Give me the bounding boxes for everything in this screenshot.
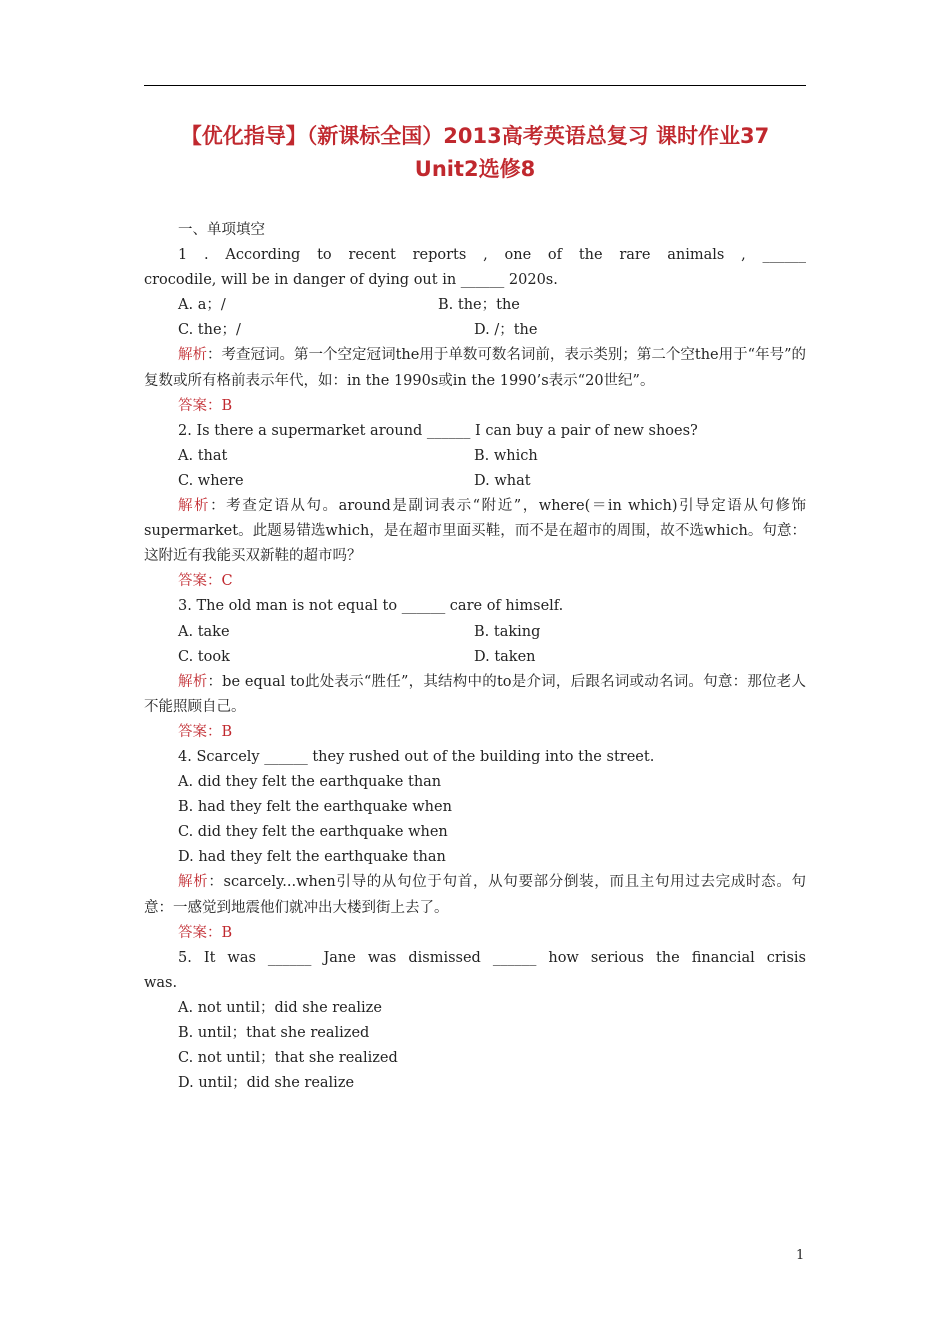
option-d: D. until；did she realize: [178, 1075, 355, 1092]
option-c: C. did they felt the earthquake when: [178, 824, 448, 841]
option-row: [144, 293, 806, 318]
analysis: [144, 670, 806, 720]
question-stem: 2. Is there a supermarket around ______ I can buy a pair of new shoes?: [178, 422, 698, 439]
answer-label: 答案: [178, 397, 207, 414]
option-b: B. had they felt the earthquake when: [178, 799, 452, 816]
question-1: [144, 243, 806, 419]
answer: [144, 921, 806, 946]
answer-value: ：B: [207, 924, 233, 941]
answer-label: 答案: [178, 924, 207, 941]
section-heading: 一、单项填空: [178, 222, 265, 238]
option-b: B. the；the: [438, 297, 520, 314]
question-stem: 4. Scarcely ______ they rushed out of the building into the street.: [178, 748, 655, 765]
option-row: [144, 620, 806, 645]
answer-label: 答案: [178, 573, 207, 590]
question-3: [144, 594, 806, 745]
question-stem-continued: was.: [144, 974, 178, 991]
analysis-label: 解析: [178, 673, 208, 690]
question-stem: 3. The old man is not equal to ______ care of himself.: [178, 598, 564, 615]
option-row: [144, 318, 806, 343]
question-stem-continued: crocodile, will be in danger of dying out in ______ 2020s.: [144, 272, 558, 289]
option-row: [144, 469, 806, 494]
answer: [144, 569, 806, 594]
question-5: [144, 946, 806, 1097]
analysis-text: ：考查冠词。第一个空定冠词the用于单数可数名词前，表示类别；第二个空the用于“年号”的复数或所有格前表示年代，如：in the 1990s或in the 1990’s表示“20世纪”。: [144, 347, 806, 389]
option-a: A. take: [178, 623, 230, 640]
answer: [144, 394, 806, 419]
answer-value: ：B: [207, 723, 233, 740]
option-row: [144, 444, 806, 469]
option-d: D. what: [474, 472, 531, 489]
question-2: [144, 419, 806, 595]
question-stem: 1 . According to recent reports , one of the rare animals , ______: [178, 247, 806, 264]
option-c: C. not until；that she realized: [178, 1050, 398, 1067]
option-a: A. a；/: [178, 297, 226, 314]
option-a: A. not until；did she realize: [178, 999, 382, 1016]
answer: [144, 720, 806, 745]
analysis: [144, 494, 806, 569]
answer-value: ：C: [207, 573, 233, 590]
document-title: [144, 120, 806, 186]
answer-value: ：B: [207, 397, 233, 414]
analysis: [144, 870, 806, 920]
title-line-2: Unit2选修8: [414, 157, 536, 181]
analysis-label: 解析: [178, 498, 211, 515]
answer-label: 答案: [178, 723, 207, 740]
option-d: D. taken: [474, 648, 536, 665]
analysis: [144, 343, 806, 393]
option-c: C. where: [178, 472, 244, 489]
option-b: B. taking: [474, 623, 541, 640]
header-rule: [144, 85, 806, 86]
page-number: 1: [796, 1248, 805, 1263]
option-row: [144, 645, 806, 670]
option-d: D. had they felt the earthquake than: [178, 849, 446, 866]
option-c: C. took: [178, 648, 230, 665]
option-a: A. did they felt the earthquake than: [178, 774, 442, 791]
option-a: A. that: [178, 447, 228, 464]
document-body: [144, 218, 806, 1096]
analysis-text: ：考查定语从句。around是副词表示“附近”，where(＝in which)引导定语从句修饰supermarket。此题易错选which，是在超市里面买鞋，而不是在超市的周围，故不选which。句意：这附近有我能买双新鞋的超市吗？: [144, 498, 807, 565]
option-b: B. which: [474, 447, 538, 464]
analysis-label: 解析: [178, 874, 209, 891]
analysis-text: ：be equal to此处表示“胜任”，其结构中的to是介词，后跟名词或动名词。句意：那位老人不能照顾自己。: [144, 673, 806, 715]
option-b: B. until；that she realized: [178, 1025, 370, 1041]
option-c: C. the；/: [178, 322, 241, 339]
question-stem: 5. It was ______ Jane was dismissed ______ how serious the financial crisis: [178, 949, 806, 966]
title-line-1: 【优化指导】（新课标全国）2013高考英语总复习 课时作业37: [180, 124, 770, 148]
analysis-text: ：scarcely...when引导的从句位于句首，从句要部分倒装，而且主句用过去完成时态。句意：一感觉到地震他们就冲出大楼到街上去了。: [144, 874, 806, 916]
analysis-label: 解析: [178, 347, 208, 364]
question-4: [144, 745, 806, 946]
option-d: D. /；the: [474, 322, 538, 339]
